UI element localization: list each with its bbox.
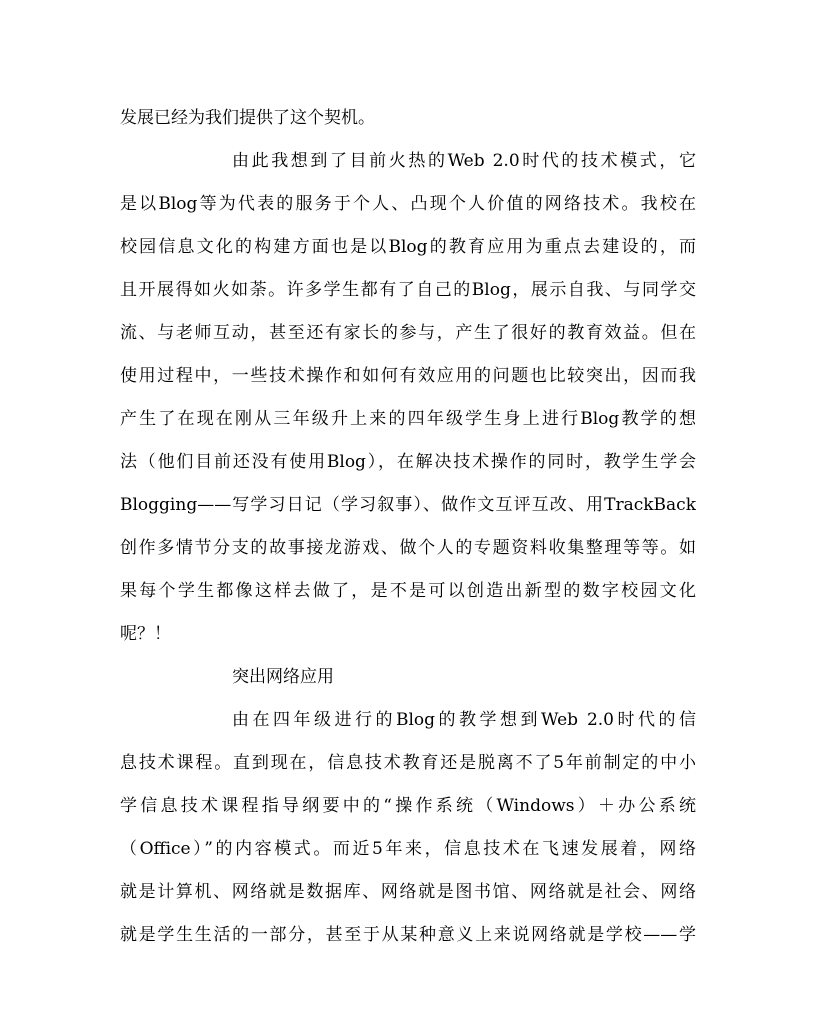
- text-line-1: 发展已经为我们提供了这个契机。: [120, 108, 375, 128]
- text-line-10: Blogging——写学习日记（学习叙事）、做作文互评互改、用TrackBack: [120, 495, 696, 515]
- text-line-8: 产生了在现在刚从三年级升上来的四年级学生身上进行Blog教学的想: [120, 409, 696, 429]
- text-line-11: 创作多情节分支的故事接龙游戏、做个人的专题资料收集整理等等。如: [120, 538, 696, 558]
- text-line-5: 且开展得如火如荼。许多学生都有了自己的Blog，展示自我、与同学交: [120, 280, 696, 300]
- text-line-12: 果每个学生都像这样去做了，是不是可以创造出新型的数字校园文化: [120, 581, 696, 601]
- text-line-19: 就是计算机、网络就是数据库、网络就是图书馆、网络就是社会、网络: [120, 882, 696, 902]
- section-heading: 突出网络应用: [232, 667, 334, 687]
- text-line-18: （Office）”的内容模式。而近5年来，信息技术在飞速发展着，网络: [120, 839, 696, 859]
- paragraph-start-line: 由此我想到了目前火热的Web 2.0时代的技术模式，它: [232, 151, 696, 171]
- text-line-20: 就是学生生活的一部分，甚至于从某种意义上来说网络就是学校——学: [120, 925, 696, 945]
- text-line-16: 息技术课程。直到现在，信息技术教育还是脱离不了5年前制定的中小: [120, 753, 696, 773]
- text-line-13: 呢？！: [120, 624, 171, 644]
- text-line-9: 法（他们目前还没有使用Blog），在解决技术操作的同时，教学生学会: [120, 452, 696, 472]
- text-line-17: 学信息技术课程指导纲要中的“操作系统（Windows）＋办公系统: [120, 796, 696, 816]
- paragraph-start-line: 由在四年级进行的Blog的教学想到Web 2.0时代的信: [232, 710, 696, 730]
- text-line-7: 使用过程中，一些技术操作和如何有效应用的问题也比较突出，因而我: [120, 366, 696, 386]
- text-line-6: 流、与老师互动，甚至还有家长的参与，产生了很好的教育效益。但在: [120, 323, 696, 343]
- text-line-4: 校园信息文化的构建方面也是以Blog的教育应用为重点去建设的，而: [120, 237, 696, 257]
- text-line-3: 是以Blog等为代表的服务于个人、凸现个人价值的网络技术。我校在: [120, 194, 696, 214]
